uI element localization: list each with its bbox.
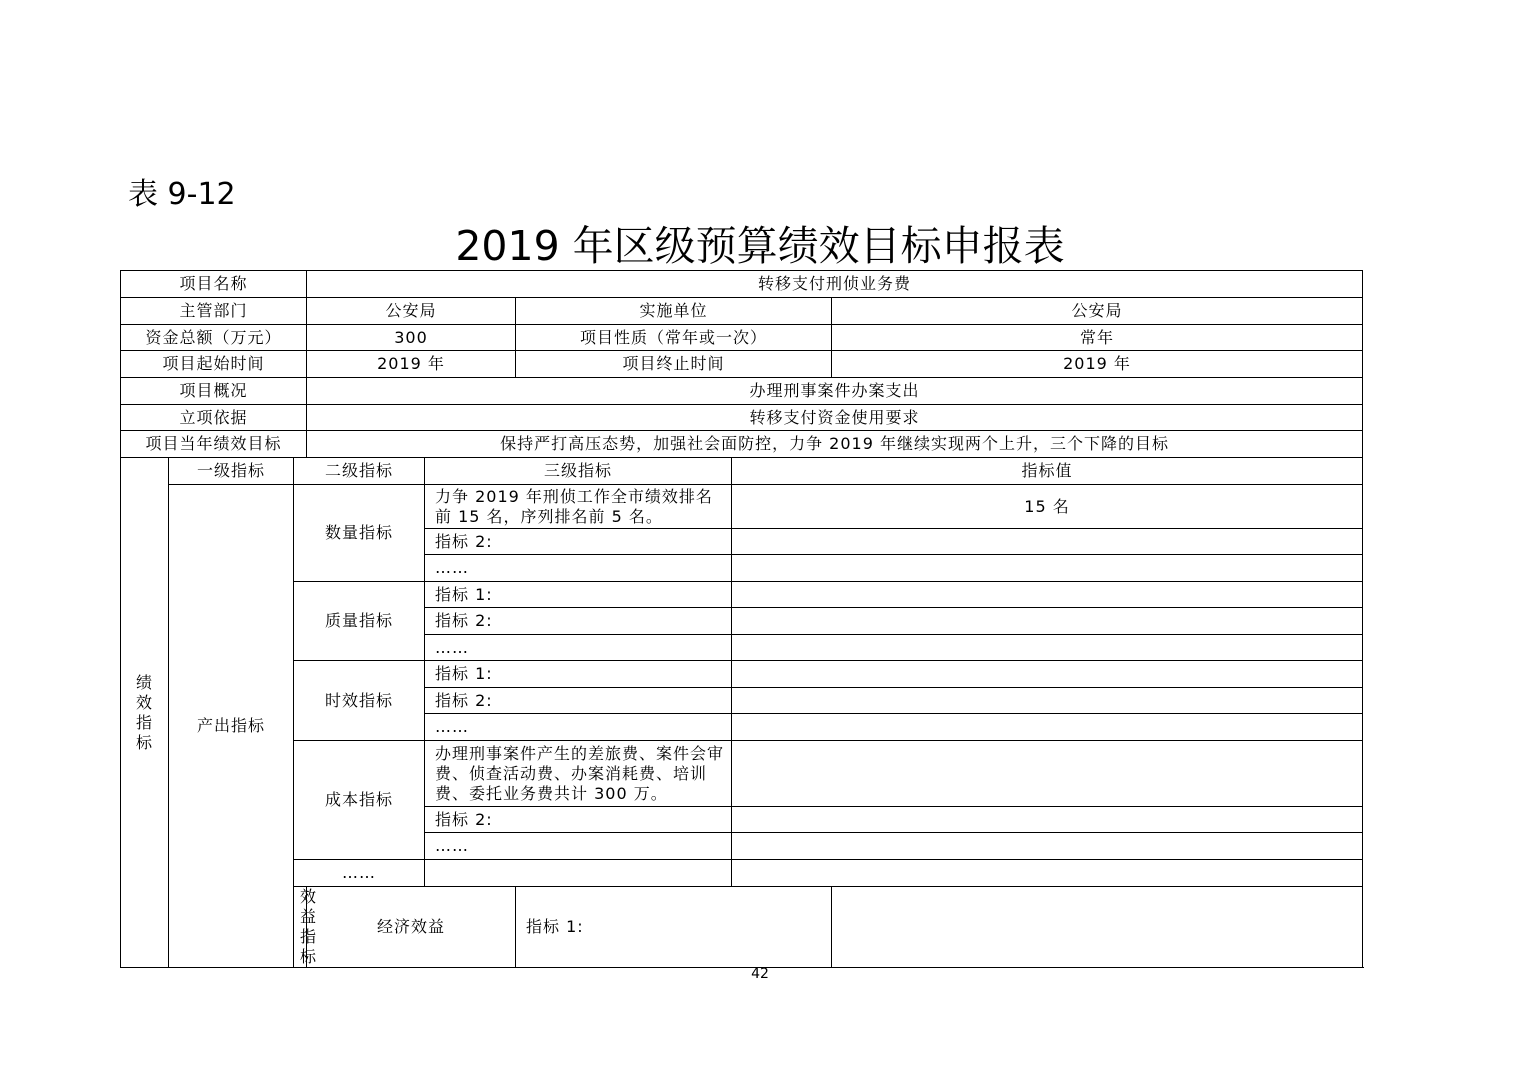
- timeliness-value-more: [732, 714, 1363, 741]
- quality-item-more: ……: [425, 635, 732, 661]
- timeliness-indicator-label: 时效指标: [294, 661, 425, 741]
- cost-indicator-label: 成本指标: [294, 741, 425, 860]
- more-level3-item: [425, 860, 732, 887]
- more-value: [732, 860, 1363, 887]
- economic-benefit-label: 经济效益: [307, 887, 516, 968]
- overview-value: 办理刑事案件办案支出: [307, 378, 1363, 405]
- goal-label: 项目当年绩效目标: [121, 431, 307, 458]
- end-value: 2019 年: [832, 351, 1363, 378]
- quantity-value-2: [732, 529, 1363, 555]
- quality-value-2: [732, 608, 1363, 635]
- quantity-indicator-label: 数量指标: [294, 485, 425, 582]
- row-dept: [121, 298, 1363, 325]
- end-label: 项目终止时间: [516, 351, 832, 378]
- goal-value: 保持严打高压态势，加强社会面防控，力争 2019 年继续实现两个上升，三个下降的目标: [307, 431, 1363, 458]
- table-row: [121, 860, 1363, 887]
- nature-value: 常年: [832, 325, 1363, 351]
- cost-value-2: [732, 807, 1363, 833]
- cost-value-1: [732, 741, 1363, 807]
- row-time: [121, 351, 1363, 378]
- impl-value: 公安局: [832, 298, 1363, 325]
- timeliness-item-more: ……: [425, 714, 732, 741]
- row-basis: [121, 405, 1363, 431]
- fund-label: 资金总额（万元）: [121, 325, 307, 351]
- timeliness-value-2: [732, 688, 1363, 714]
- quality-value-1: [732, 582, 1363, 608]
- row-project-name: [121, 271, 1363, 298]
- project-name-value: 转移支付刑侦业务费: [307, 271, 1363, 298]
- dept-value: 公安局: [307, 298, 516, 325]
- quantity-item-1: 力争 2019 年刑侦工作全市绩效排名前 15 名，序列排名前 5 名。: [425, 485, 732, 529]
- overview-label: 项目概况: [121, 378, 307, 405]
- quantity-item-2: 指标 2:: [425, 529, 732, 555]
- cost-item-1: 办理刑事案件产生的差旅费、案件会审费、侦查活动费、办案消耗费、培训费、委托业务费共计 300 万。: [425, 741, 732, 807]
- document-title: 2019 年区级预算绩效目标申报表: [455, 222, 1065, 270]
- table-row: [121, 661, 1363, 688]
- cost-item-more: ……: [425, 833, 732, 860]
- budget-performance-table: [120, 270, 1363, 968]
- header-level2: 二级指标: [294, 458, 425, 485]
- basis-value: 转移支付资金使用要求: [307, 405, 1363, 431]
- table-row: [121, 485, 1363, 529]
- header-level3: 三级指标: [425, 458, 732, 485]
- basis-label: 立项依据: [121, 405, 307, 431]
- header-level1: 一级指标: [169, 458, 294, 485]
- metrics-header-row: [121, 458, 1363, 485]
- row-goal: [121, 431, 1363, 458]
- quality-indicator-label: 质量指标: [294, 582, 425, 661]
- table-number-label: 表 9-12: [128, 177, 236, 212]
- quality-item-1: 指标 1:: [425, 582, 732, 608]
- page-number: 42: [751, 966, 769, 982]
- start-value: 2019 年: [307, 351, 516, 378]
- cost-value-more: [732, 833, 1363, 860]
- timeliness-item-2: 指标 2:: [425, 688, 732, 714]
- table-row: [121, 582, 1363, 608]
- start-label: 项目起始时间: [121, 351, 307, 378]
- table-row: [121, 741, 1363, 807]
- timeliness-value-1: [732, 661, 1363, 688]
- economic-value-1: [832, 887, 1363, 968]
- cost-item-2: 指标 2:: [425, 807, 732, 833]
- row-overview: [121, 378, 1363, 405]
- dept-label: 主管部门: [121, 298, 307, 325]
- economic-item-1: 指标 1:: [516, 887, 832, 968]
- output-indicator-label: 产出指标: [169, 485, 294, 968]
- more-level2-indicator: ……: [294, 860, 425, 887]
- impl-label: 实施单位: [516, 298, 832, 325]
- metrics-section-text: 绩效指标: [135, 672, 153, 752]
- quality-item-2: 指标 2:: [425, 608, 732, 635]
- nature-label: 项目性质（常年或一次）: [516, 325, 832, 351]
- timeliness-item-1: 指标 1:: [425, 661, 732, 688]
- fund-value: 300: [307, 325, 516, 351]
- quantity-value-more: [732, 555, 1363, 582]
- row-fund: [121, 325, 1363, 351]
- header-value: 指标值: [732, 458, 1363, 485]
- benefit-indicator-label: 效益指标: [294, 887, 307, 968]
- metrics-section-label: [121, 458, 169, 968]
- quantity-item-more: ……: [425, 555, 732, 582]
- table-row: [121, 887, 1363, 968]
- quality-value-more: [732, 635, 1363, 661]
- project-name-label: 项目名称: [121, 271, 307, 298]
- quantity-value-1: 15 名: [732, 485, 1363, 529]
